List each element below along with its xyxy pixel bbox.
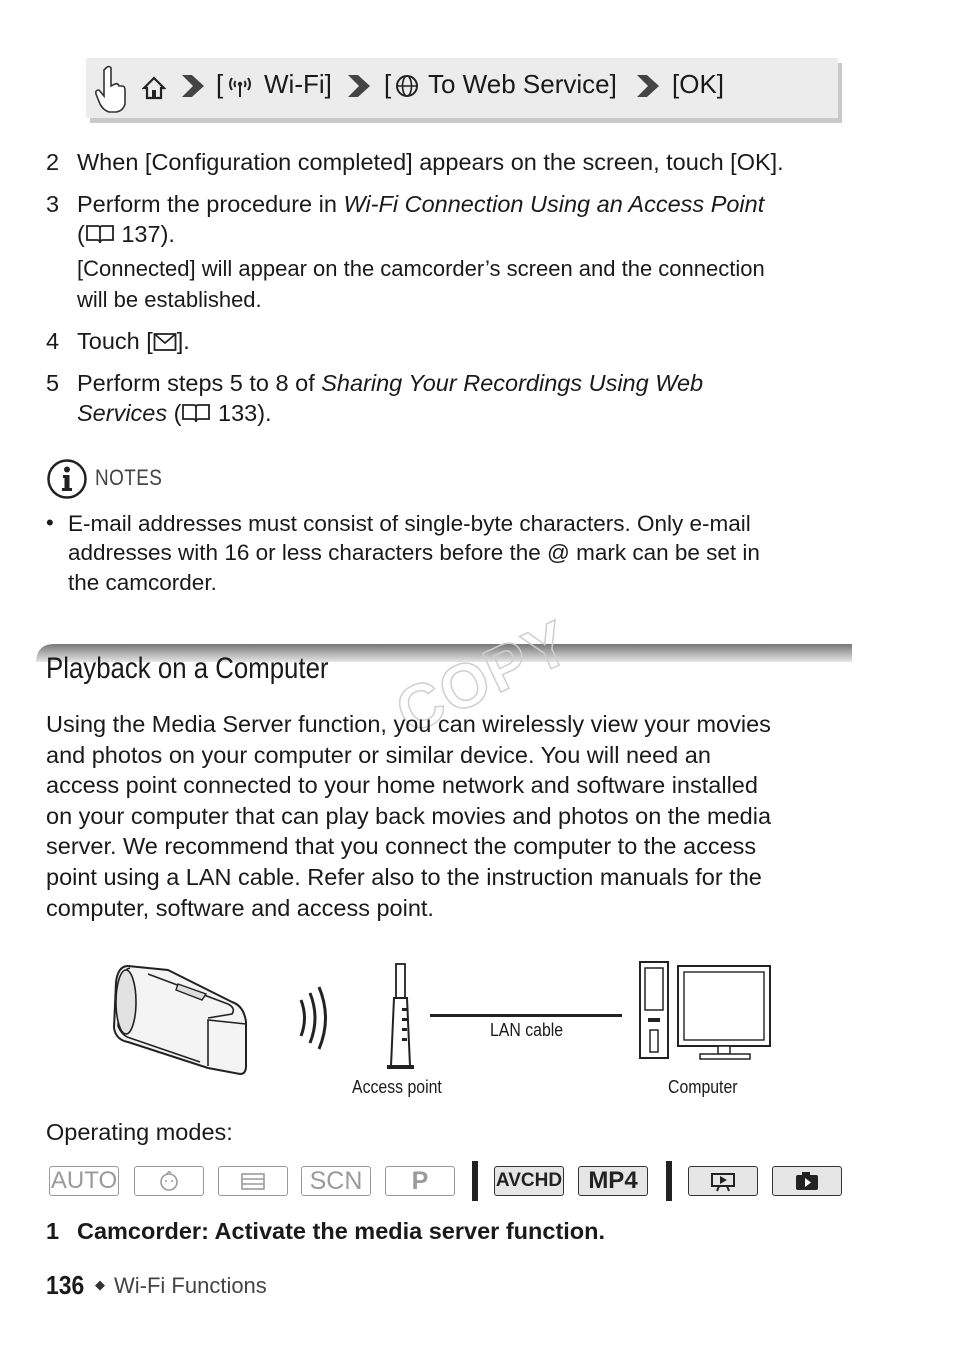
paragraph-line: and photos on your computer or similar device. You will need an bbox=[46, 741, 711, 768]
mode-mp4: MP4 bbox=[578, 1166, 648, 1196]
operating-modes-label: Operating modes: bbox=[46, 1119, 233, 1145]
nav-bracket-1: [ bbox=[216, 69, 224, 99]
step-note-line: will be established. bbox=[77, 287, 262, 312]
step-number: 2 bbox=[46, 149, 60, 175]
mode-scn: SCN bbox=[301, 1166, 371, 1196]
mode-baby bbox=[134, 1166, 204, 1196]
home-icon bbox=[142, 76, 166, 100]
nav-wifi: Wi-Fi] bbox=[264, 69, 332, 99]
step-text: Perform steps 5 to 8 of Sharing Your Recordings Using Web bbox=[77, 370, 704, 396]
paragraph-line: access point connected to your home network and software installed bbox=[46, 772, 758, 799]
access-point-label: Access point bbox=[352, 1077, 442, 1097]
page-ref: Services ( 133). bbox=[77, 400, 272, 426]
mode-cinema bbox=[218, 1166, 288, 1196]
mode-avchd: AVCHD bbox=[494, 1166, 564, 1196]
step-note-line: [Connected] will appear on the camcorder’s screen and the connection bbox=[77, 256, 765, 281]
page-number: 136 bbox=[46, 1270, 85, 1300]
nav-web-service: To Web Service] bbox=[428, 69, 617, 99]
photo-playback-icon bbox=[793, 1170, 821, 1192]
wifi-antenna-icon bbox=[227, 73, 253, 99]
chevron-icon bbox=[348, 75, 370, 97]
computer-label: Computer bbox=[668, 1077, 738, 1097]
lan-cable-label: LAN cable bbox=[490, 1020, 564, 1040]
step-number: 5 bbox=[46, 370, 60, 396]
envelope-icon bbox=[153, 332, 177, 352]
notes-heading: NOTES bbox=[95, 465, 163, 490]
mode-movie-playback bbox=[688, 1166, 758, 1196]
paragraph-line: on your computer that can play back movies and photos on the media bbox=[46, 802, 772, 829]
book-icon bbox=[85, 223, 115, 245]
chevron-icon bbox=[637, 75, 659, 97]
note-line: the camcorder. bbox=[68, 569, 217, 595]
mode-photo-playback bbox=[772, 1166, 842, 1196]
step-number: 3 bbox=[46, 191, 60, 217]
wireless-signal-icon bbox=[296, 986, 332, 1050]
step-text: Perform the procedure in Wi-Fi Connection Using an Access Point bbox=[77, 191, 765, 217]
computer-icon bbox=[638, 960, 774, 1062]
lan-cable-line bbox=[430, 1014, 622, 1017]
paragraph-line: server. We recommend that you connect the computer to the access bbox=[46, 833, 757, 860]
mode-p: P bbox=[385, 1166, 455, 1196]
footer-section: Wi-Fi Functions bbox=[114, 1273, 267, 1298]
step-text: Touch [ ]. bbox=[77, 328, 190, 354]
mode-auto: AUTO bbox=[50, 1167, 118, 1194]
page-ref: ( 137). bbox=[77, 221, 175, 247]
paragraph-line: point using a LAN cable. Refer also to the instruction manuals for the bbox=[46, 863, 762, 890]
note-text bbox=[68, 509, 760, 597]
nav-path-bar bbox=[86, 58, 838, 118]
baby-face-icon bbox=[158, 1169, 180, 1193]
step-text: When [Configuration completed] appears on the screen, touch [OK]. bbox=[77, 149, 784, 175]
step-number: 4 bbox=[46, 328, 60, 354]
section-title: Playback on a Computer bbox=[46, 652, 329, 685]
note-bullet: • bbox=[46, 510, 54, 535]
movie-playback-icon bbox=[709, 1170, 737, 1192]
info-icon bbox=[46, 458, 88, 500]
paragraph-line: Using the Media Server function, you can wirelessly view your movies bbox=[46, 711, 771, 737]
chevron-icon bbox=[182, 75, 204, 97]
touch-hand-icon bbox=[94, 64, 128, 114]
section-paragraph bbox=[46, 709, 771, 923]
step-text: Camcorder: Activate the media server function. bbox=[77, 1218, 606, 1244]
film-scene-icon bbox=[239, 1171, 267, 1191]
note-line: addresses with 16 or less characters before the @ mark can be set in bbox=[68, 540, 760, 566]
step-number: 1 bbox=[46, 1218, 60, 1244]
footer-diamond: ◆ bbox=[95, 1277, 105, 1292]
globe-icon bbox=[395, 74, 419, 98]
mode-separator bbox=[666, 1161, 672, 1201]
camcorder-icon bbox=[108, 958, 254, 1082]
copy-watermark: COPY bbox=[386, 607, 582, 748]
nav-bracket-2: [ bbox=[384, 69, 392, 99]
note-line: E-mail addresses must consist of single-byte characters. Only e-mail bbox=[68, 511, 751, 536]
access-point-icon bbox=[384, 962, 416, 1072]
mode-separator bbox=[472, 1161, 478, 1201]
book-icon bbox=[181, 402, 211, 424]
paragraph-line: computer, software and access point. bbox=[46, 894, 434, 921]
nav-ok: [OK] bbox=[672, 69, 725, 99]
